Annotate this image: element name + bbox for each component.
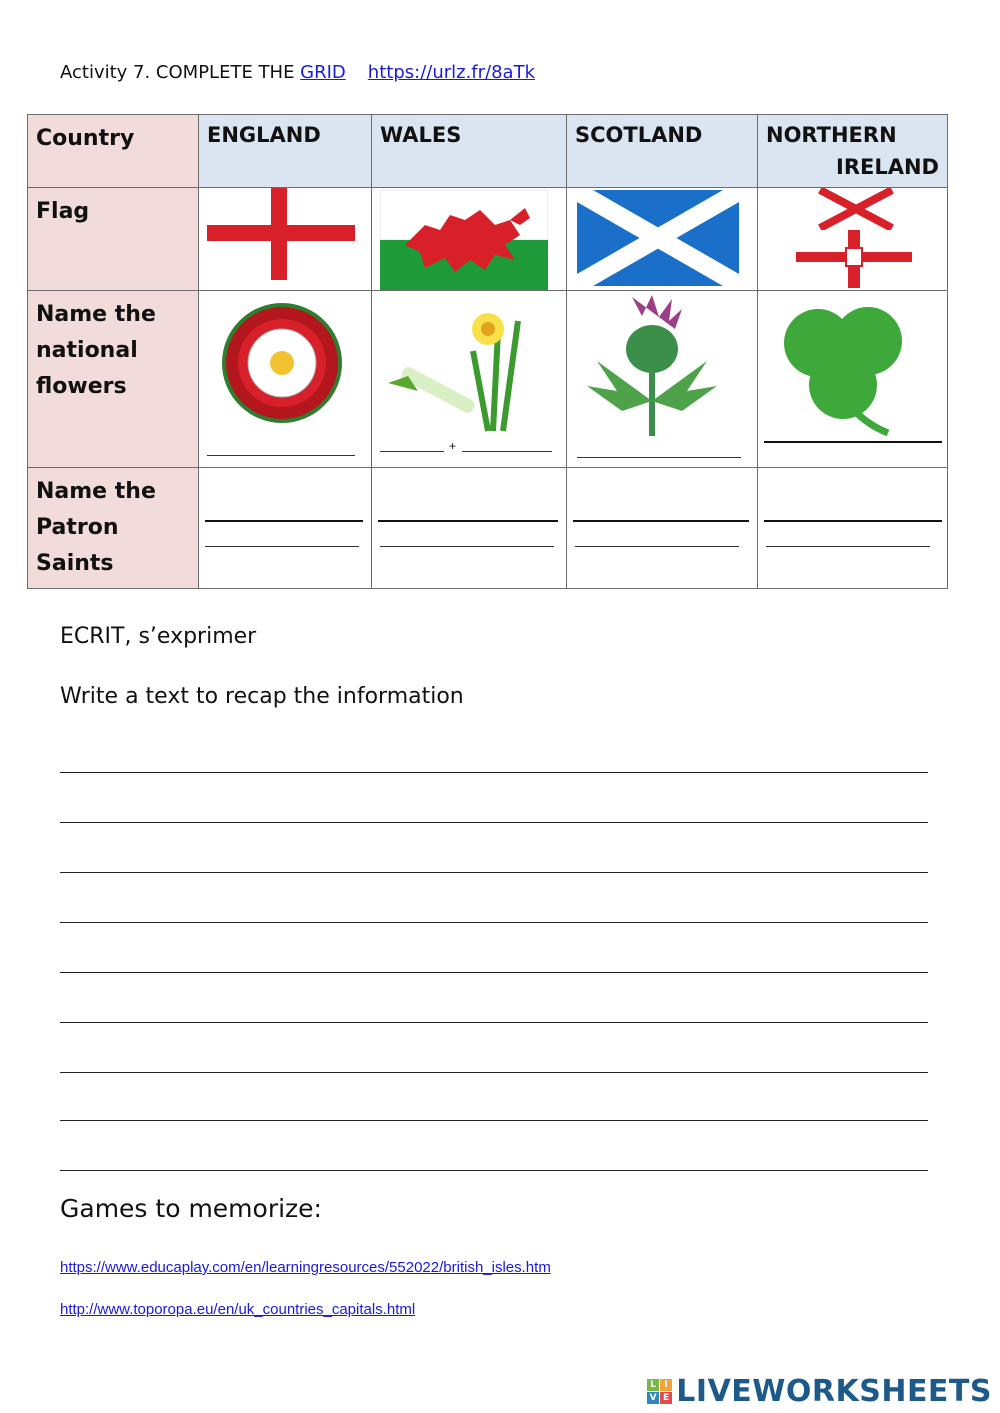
flag-cell-scotland: [567, 188, 758, 291]
saint-line-england-1[interactable]: [205, 520, 363, 522]
row-header-country: Country: [28, 115, 199, 188]
flower-answer-line-england[interactable]: [207, 455, 355, 456]
col-header-scotland: SCOTLAND: [567, 115, 758, 188]
country-grid: [27, 114, 948, 589]
educaplay-link[interactable]: https://www.educaplay.com/en/learningresources/552022/british_isles.htm: [60, 1259, 551, 1276]
writing-line[interactable]: [60, 1170, 928, 1171]
saint-line-scotland-1[interactable]: [573, 520, 749, 522]
flag-cell-wales: [372, 188, 567, 291]
col-header-ni-line2: IRELAND: [836, 155, 939, 179]
flower-cell-england: [199, 291, 372, 468]
scotland-flag-icon: [577, 190, 739, 286]
shamrock-icon: [768, 293, 928, 443]
write-instruction: Write a text to recap the information: [60, 684, 464, 709]
writing-line[interactable]: [60, 1072, 928, 1073]
logo-text: LIVEWORKSHEETS: [676, 1374, 992, 1409]
northern-ireland-flag-icon: [796, 188, 916, 290]
saint-line-england-2[interactable]: [205, 546, 359, 547]
writing-line[interactable]: [60, 872, 928, 873]
saint-cell-scotland: [567, 468, 758, 589]
leek-and-daffodil-icon: [378, 291, 550, 441]
toporopa-link[interactable]: http://www.toporopa.eu/en/uk_countries_capitals.html: [60, 1301, 416, 1318]
saint-cell-england: [199, 468, 372, 589]
writing-line[interactable]: [60, 1120, 928, 1121]
saint-line-wales-2[interactable]: [380, 546, 554, 547]
flower-cell-scotland: [567, 291, 758, 468]
writing-line[interactable]: [60, 822, 928, 823]
saint-cell-northern-ireland: [758, 468, 948, 589]
ecrit-heading: ECRIT, s’exprimer: [60, 624, 257, 649]
writing-line[interactable]: [60, 1022, 928, 1023]
england-flag-icon: [207, 188, 357, 280]
saint-line-wales-1[interactable]: [378, 520, 558, 522]
plus-sign: +: [449, 439, 457, 453]
flower-answer-line-scotland[interactable]: [577, 457, 741, 458]
flower-answer-line-wales-1[interactable]: [380, 451, 444, 452]
flower-cell-northern-ireland: [758, 291, 948, 468]
flower-answer-line-wales-2[interactable]: [462, 451, 552, 452]
flag-cell-northern-ireland: [758, 188, 948, 291]
wales-flag-icon: [380, 190, 548, 290]
writing-line[interactable]: [60, 772, 928, 773]
activity-url-link[interactable]: https://urlz.fr/8aTk: [367, 62, 535, 83]
saint-line-northern-ireland-2[interactable]: [766, 546, 930, 547]
tudor-rose-icon: [207, 293, 357, 433]
col-header-ni-line1: NORTHERN: [766, 123, 897, 147]
flower-answer-line-northern-ireland[interactable]: [764, 441, 942, 443]
flower-cell-wales: [372, 291, 567, 468]
activity-title: [60, 62, 535, 83]
liveworksheets-logo-icon: L I V E: [647, 1379, 672, 1404]
col-header-wales: WALES: [372, 115, 567, 188]
flag-cell-england: [199, 188, 372, 291]
activity-text: Activity 7. COMPLETE THE: [60, 62, 301, 83]
col-header-england: ENGLAND: [199, 115, 372, 188]
saint-cell-wales: [372, 468, 567, 589]
saint-line-northern-ireland-1[interactable]: [764, 520, 942, 522]
thistle-icon: [577, 291, 727, 441]
row-header-flag: Flag: [28, 188, 199, 291]
writing-line[interactable]: [60, 922, 928, 923]
games-heading: Games to memorize:: [60, 1194, 322, 1223]
row-header-saints: Name the Patron Saints: [28, 468, 199, 589]
grid-link[interactable]: GRID: [300, 62, 346, 83]
row-header-flowers: Name the national flowers: [28, 291, 199, 468]
saint-line-scotland-2[interactable]: [575, 546, 739, 547]
writing-line[interactable]: [60, 972, 928, 973]
col-header-northern-ireland: [758, 115, 948, 188]
liveworksheets-logo: [647, 1374, 992, 1409]
